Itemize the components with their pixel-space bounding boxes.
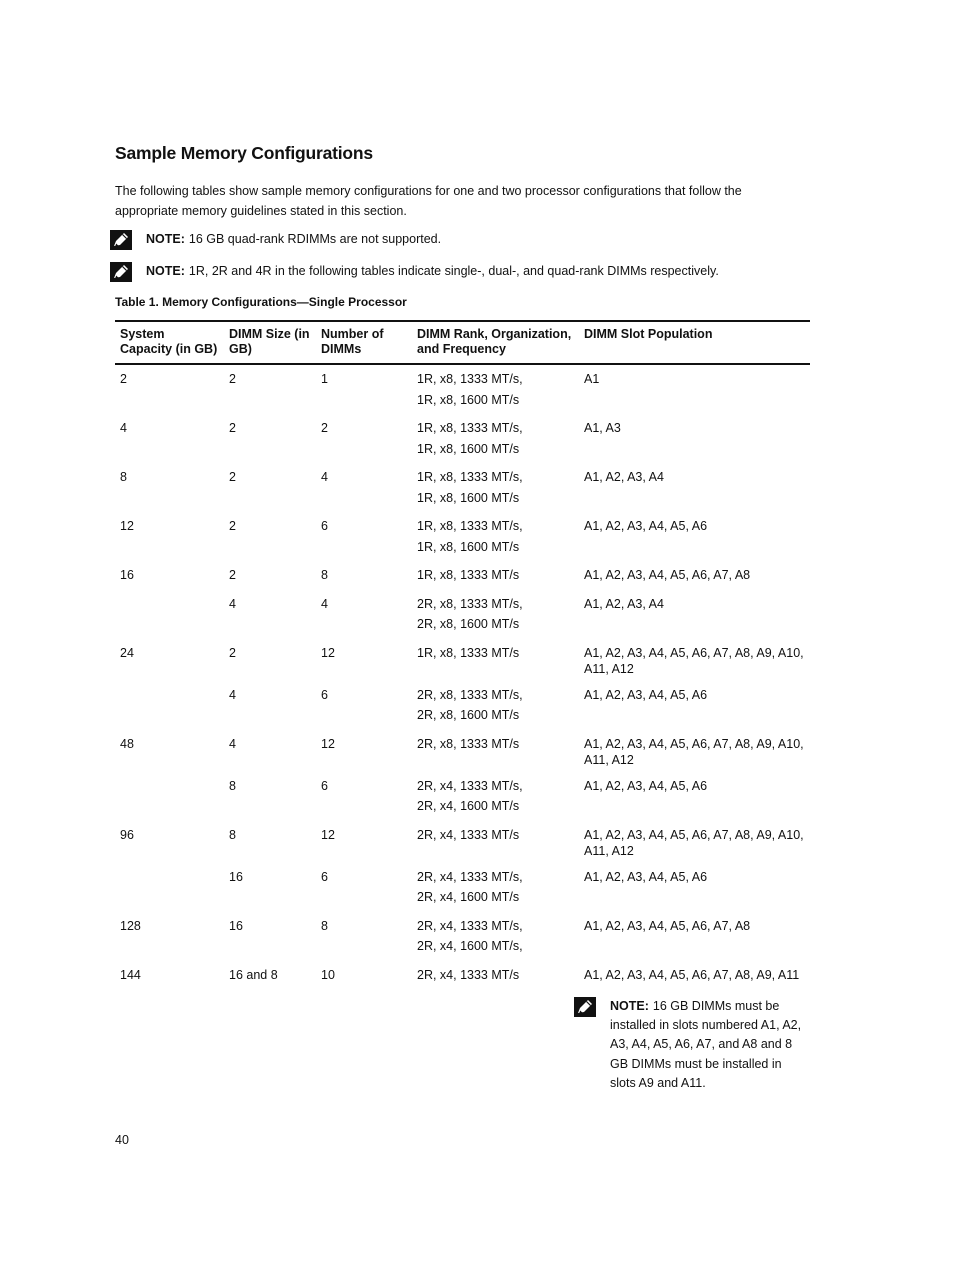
cell-system-capacity: 12 xyxy=(120,519,134,533)
cell-dimm-size: 4 xyxy=(229,736,236,751)
note-label: NOTE: xyxy=(146,264,185,278)
table-row xyxy=(115,590,810,639)
cell-dimm-size: 2 xyxy=(229,470,236,484)
table-row xyxy=(115,961,810,1098)
table-row xyxy=(115,730,810,772)
cell-slot-population xyxy=(579,639,810,681)
cell-number-of-dimms: 4 xyxy=(321,470,328,484)
cell-dimm-size: 4 xyxy=(229,687,236,702)
note-rank-legend xyxy=(110,264,719,282)
rank-line: 2R, x4, 1600 MT/s xyxy=(417,890,520,904)
rank-line: 2R, x8, 1333 MT/s xyxy=(417,736,520,751)
rank-line: 2R, x4, 1600 MT/s xyxy=(417,799,520,813)
cell-slot-population xyxy=(579,681,810,730)
rank-line: 1R, x8, 1600 MT/s xyxy=(417,441,520,456)
rank-line: 2R, x4, 1333 MT/s, xyxy=(417,778,523,793)
cell-slot-population xyxy=(579,590,810,639)
slot-list: A1, A2, A3, A4, A5, A6 xyxy=(584,687,708,702)
rank-line: 2R, x8, 1333 MT/s, xyxy=(417,687,523,702)
slot-list: A1, A2, A3, A4, A5, A6, A7, A8, A9, A10, A11, A12 xyxy=(584,736,804,767)
cell-dimm-rank xyxy=(412,512,579,561)
rank-line: 2R, x8, 1600 MT/s xyxy=(417,617,520,631)
cell-dimm-rank xyxy=(412,590,579,639)
cell-number-of-dimms: 6 xyxy=(321,869,328,884)
rank-line: 1R, x8, 1333 MT/s, xyxy=(417,470,523,484)
cell-number-of-dimms: 12 xyxy=(321,827,335,842)
rank-line: 2R, x8, 1600 MT/s xyxy=(417,708,520,722)
cell-system-capacity: 128 xyxy=(120,918,141,933)
rank-line: 2R, x8, 1333 MT/s, xyxy=(417,596,523,611)
header-dimm-size: DIMM Size (in GB) xyxy=(224,321,316,364)
slot-list: A1, A3 xyxy=(584,421,621,435)
cell-slot-population xyxy=(579,821,810,863)
table-caption: Table 1. Memory Configurations—Single Processor xyxy=(115,295,407,309)
slot-list: A1, A2, A3, A4, A5, A6 xyxy=(584,869,708,884)
cell-number-of-dimms: 6 xyxy=(321,687,328,702)
cell-dimm-size: 2 xyxy=(229,421,236,435)
cell-system-capacity: 144 xyxy=(120,967,141,982)
cell-slot-population xyxy=(579,512,810,561)
cell-number-of-dimms: 1 xyxy=(321,372,328,386)
note-pencil-icon xyxy=(574,997,596,1017)
rank-line: 2R, x4, 1333 MT/s, xyxy=(417,869,523,884)
cell-dimm-size: 16 and 8 xyxy=(229,967,278,982)
table-row xyxy=(115,463,810,512)
slot-list: A1, A2, A3, A4, A5, A6 xyxy=(584,519,708,533)
rank-line: 1R, x8, 1333 MT/s, xyxy=(417,421,523,435)
table-row xyxy=(115,639,810,681)
table-row xyxy=(115,512,810,561)
slot-list: A1, A2, A3, A4, A5, A6, A7, A8, A9, A10, A11, A12 xyxy=(584,645,804,676)
cell-dimm-rank xyxy=(412,863,579,912)
cell-slot-population xyxy=(579,772,810,821)
cell-dimm-size: 8 xyxy=(229,827,236,842)
cell-number-of-dimms: 6 xyxy=(321,519,328,533)
table-row xyxy=(115,414,810,463)
note-pencil-icon xyxy=(110,262,132,282)
cell-number-of-dimms: 10 xyxy=(321,967,335,982)
note-text: 16 GB DIMMs must be installed in slots numbered A1, A2, A3, A4, A5, A6, A7, and A8 and 8 GB DIMMs must be installed in slots A9 and A11. xyxy=(610,998,802,1091)
cell-slot-population xyxy=(579,364,810,414)
cell-slot-population xyxy=(579,414,810,463)
rank-line: 2R, x4, 1600 MT/s, xyxy=(417,939,523,953)
cell-dimm-rank xyxy=(412,730,579,772)
cell-dimm-rank xyxy=(412,912,579,961)
page-title: Sample Memory Configurations xyxy=(115,143,373,163)
slot-list: A1, A2, A3, A4, A5, A6, A7, A8 xyxy=(584,568,751,582)
rank-line: 1R, x8, 1600 MT/s xyxy=(417,392,520,407)
slot-list: A1, A2, A3, A4, A5, A6, A7, A8 xyxy=(584,918,751,933)
cell-system-capacity xyxy=(115,772,224,821)
header-system-capacity: System Capacity (in GB) xyxy=(115,321,224,364)
memory-config-table xyxy=(115,320,810,1098)
table-row xyxy=(115,681,810,730)
cell-slot-population xyxy=(579,561,810,590)
table-row xyxy=(115,863,810,912)
slot-list: A1, A2, A3, A4, A5, A6, A7, A8, A9, A11 xyxy=(584,967,800,982)
cell-note xyxy=(574,997,805,1094)
cell-number-of-dimms: 12 xyxy=(321,645,335,660)
cell-system-capacity: 2 xyxy=(120,372,127,386)
header-number-of-dimms: Number of DIMMs xyxy=(316,321,412,364)
rank-line: 2R, x4, 1333 MT/s, xyxy=(417,918,523,933)
cell-slot-population xyxy=(579,912,810,961)
cell-note-text xyxy=(610,997,805,1094)
rank-line: 2R, x4, 1333 MT/s xyxy=(417,967,520,982)
table-row xyxy=(115,364,810,414)
cell-dimm-rank xyxy=(412,561,579,590)
rank-line: 1R, x8, 1333 MT/s, xyxy=(417,519,523,533)
cell-dimm-rank xyxy=(412,821,579,863)
cell-number-of-dimms: 12 xyxy=(321,736,335,751)
rank-line: 1R, x8, 1333 MT/s xyxy=(417,645,520,660)
cell-dimm-rank xyxy=(412,961,579,1098)
cell-system-capacity: 24 xyxy=(120,645,134,660)
table-row xyxy=(115,561,810,590)
slot-list: A1, A2, A3, A4 xyxy=(584,470,664,484)
header-slot-population: DIMM Slot Population xyxy=(579,321,810,364)
cell-number-of-dimms: 6 xyxy=(321,778,328,793)
cell-dimm-size: 8 xyxy=(229,778,236,793)
cell-number-of-dimms: 4 xyxy=(321,596,328,611)
cell-dimm-rank xyxy=(412,772,579,821)
cell-dimm-rank xyxy=(412,463,579,512)
rank-line: 1R, x8, 1600 MT/s xyxy=(417,490,520,505)
note-text: 1R, 2R and 4R in the following tables indicate single-, dual-, and quad-rank DIMMs respectively. xyxy=(188,264,719,278)
cell-dimm-rank xyxy=(412,364,579,414)
table-row xyxy=(115,912,810,961)
table-row xyxy=(115,772,810,821)
cell-slot-population xyxy=(579,463,810,512)
cell-dimm-size: 2 xyxy=(229,372,236,386)
cell-system-capacity: 16 xyxy=(120,568,134,582)
cell-number-of-dimms: 8 xyxy=(321,568,328,582)
cell-dimm-rank xyxy=(412,414,579,463)
slot-list: A1, A2, A3, A4, A5, A6 xyxy=(584,778,708,793)
note-quad-rank xyxy=(110,232,441,250)
intro-paragraph: The following tables show sample memory configurations for one and two processor configurations that follow the appropriate memory guidelines stated in this section. xyxy=(115,184,742,218)
cell-dimm-size: 2 xyxy=(229,519,236,533)
cell-slot-population xyxy=(579,863,810,912)
rank-line: 2R, x4, 1333 MT/s xyxy=(417,827,520,842)
cell-system-capacity xyxy=(115,590,224,639)
cell-number-of-dimms: 8 xyxy=(321,918,328,933)
slot-list: A1, A2, A3, A4, A5, A6, A7, A8, A9, A10, A11, A12 xyxy=(584,827,804,858)
cell-system-capacity: 48 xyxy=(120,736,134,751)
rank-line: 1R, x8, 1333 MT/s, xyxy=(417,372,523,386)
cell-system-capacity: 96 xyxy=(120,827,134,842)
note-pencil-icon xyxy=(110,230,132,250)
cell-number-of-dimms: 2 xyxy=(321,421,328,435)
slot-list: A1 xyxy=(584,372,600,386)
cell-dimm-size: 2 xyxy=(229,645,236,660)
slot-list: A1, A2, A3, A4 xyxy=(584,596,664,611)
note-text: 16 GB quad-rank RDIMMs are not supported. xyxy=(188,232,442,246)
note-label: NOTE: xyxy=(610,998,649,1013)
cell-system-capacity: 8 xyxy=(120,470,127,484)
cell-slot-population xyxy=(579,730,810,772)
cell-dimm-rank xyxy=(412,681,579,730)
cell-dimm-size: 2 xyxy=(229,568,236,582)
cell-dimm-size: 16 xyxy=(229,918,243,933)
cell-system-capacity xyxy=(115,681,224,730)
note-label: NOTE: xyxy=(146,232,185,246)
cell-system-capacity xyxy=(115,863,224,912)
cell-slot-population xyxy=(579,961,810,1098)
table-header-row xyxy=(115,321,810,364)
table-row xyxy=(115,821,810,863)
cell-dimm-size: 4 xyxy=(229,596,236,611)
rank-line: 1R, x8, 1333 MT/s xyxy=(417,568,520,582)
cell-dimm-size: 16 xyxy=(229,869,243,884)
cell-dimm-rank xyxy=(412,639,579,681)
rank-line: 1R, x8, 1600 MT/s xyxy=(417,539,520,554)
header-dimm-rank: DIMM Rank, Organization, and Frequency xyxy=(412,321,579,364)
cell-system-capacity: 4 xyxy=(120,421,127,435)
page-number: 40 xyxy=(115,1133,129,1147)
